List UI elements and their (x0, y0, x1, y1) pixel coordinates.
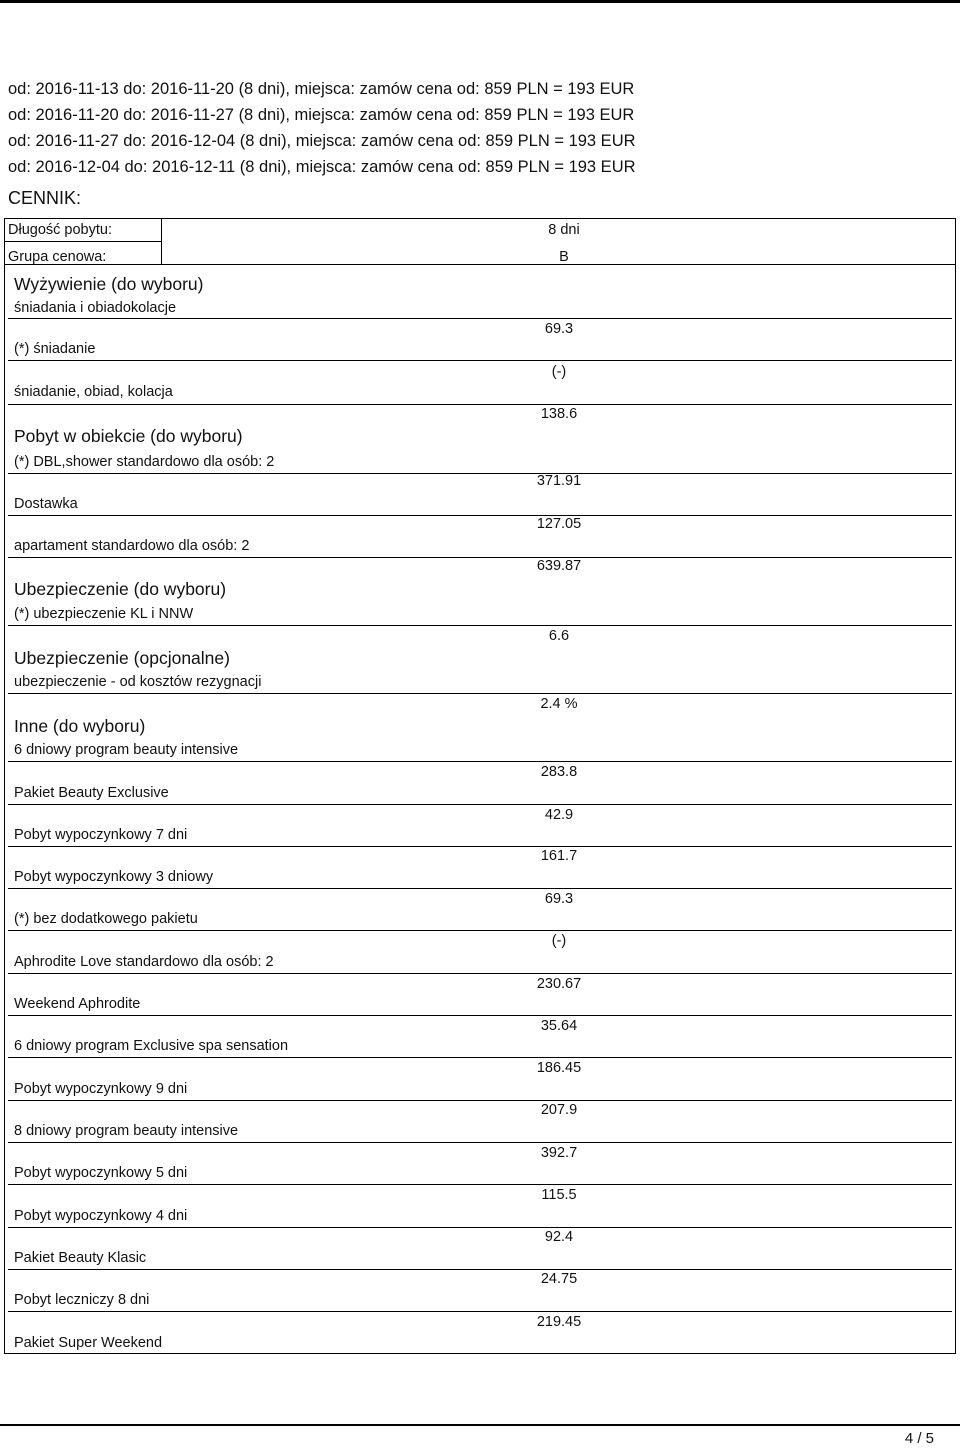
row-divider (8, 1057, 952, 1058)
price-row-label: śniadania i obiadokolacje (14, 300, 177, 316)
price-row-value: 2.4 % (540, 696, 578, 712)
price-row-value: 161.7 (540, 848, 578, 864)
price-row-value: 35.64 (540, 1018, 578, 1034)
price-row-label: (*) ubezpieczenie KL i NNW (14, 606, 194, 622)
date-line: od: 2016-12-04 do: 2016-12-11 (8 dni), miejsca: zamów cena od: 859 PLN = 193 EUR (8, 158, 636, 176)
price-row-value: 69.3 (544, 891, 574, 907)
row-divider (8, 1015, 952, 1016)
row-divider (8, 693, 952, 694)
price-row-label: apartament standardowo dla osób: 2 (14, 538, 250, 554)
date-line: od: 2016-11-20 do: 2016-11-27 (8 dni), miejsca: zamów cena od: 859 PLN = 193 EUR (8, 106, 635, 124)
row-divider (8, 1184, 952, 1185)
row-divider (8, 473, 952, 474)
page-number: 4 / 5 (904, 1430, 934, 1447)
row-divider (8, 1227, 952, 1228)
row-divider (8, 360, 952, 361)
price-row-label: Pobyt wypoczynkowy 7 dni (14, 827, 188, 843)
price-row-label: Pobyt leczniczy 8 dni (14, 1292, 150, 1308)
price-row-label: 6 dniowy program Exclusive spa sensation (14, 1038, 289, 1054)
price-row-value: 207.9 (540, 1102, 578, 1118)
price-row-value: 371.91 (536, 473, 582, 489)
price-row-label: (*) bez dodatkowego pakietu (14, 911, 198, 927)
price-group-value: B (559, 249, 569, 265)
date-line: od: 2016-11-13 do: 2016-11-20 (8 dni), miejsca: zamów cena od: 859 PLN = 193 EUR (8, 80, 635, 98)
row-divider (8, 973, 952, 974)
price-row-value: 392.7 (540, 1145, 578, 1161)
date-line: od: 2016-11-27 do: 2016-12-04 (8 dni), miejsca: zamów cena od: 859 PLN = 193 EUR (8, 132, 636, 150)
price-list-title: CENNIK: (8, 188, 82, 208)
row-divider (8, 404, 952, 405)
price-row-label: ubezpieczenie - od kosztów rezygnacji (14, 674, 262, 690)
section-title: Ubezpieczenie (do wyboru) (14, 579, 227, 599)
row-divider (8, 761, 952, 762)
price-row-label: 6 dniowy program beauty intensive (14, 742, 239, 758)
price-table (4, 218, 956, 1354)
price-row-label: Dostawka (14, 496, 78, 512)
price-row-value: 219.45 (536, 1314, 582, 1330)
stay-length-label: Długość pobytu: (8, 222, 112, 238)
price-row-value: 283.8 (540, 764, 578, 780)
footer-rule (0, 1424, 960, 1426)
price-row-label: Weekend Aphrodite (14, 996, 141, 1012)
row-divider (8, 846, 952, 847)
price-row-value: 24.75 (540, 1271, 578, 1287)
price-row-label: Pakiet Beauty Exclusive (14, 785, 169, 801)
price-row-value: 127.05 (536, 516, 582, 532)
price-row-value: 230.67 (536, 976, 582, 992)
price-row-value: 92.4 (544, 1229, 574, 1245)
price-row-label: (*) śniadanie (14, 341, 96, 357)
price-row-value: 639.87 (536, 558, 582, 574)
price-group-label: Grupa cenowa: (8, 249, 107, 265)
header-divider (161, 218, 162, 265)
row-divider (8, 930, 952, 931)
section-title: Wyżywienie (do wyboru) (14, 274, 204, 294)
price-row-label: Pobyt wypoczynkowy 3 dniowy (14, 869, 214, 885)
price-row-label: Pakiet Beauty Klasic (14, 1250, 147, 1266)
section-title: Ubezpieczenie (opcjonalne) (14, 648, 230, 668)
price-row-value: 69.3 (544, 321, 574, 337)
price-row-value: 186.45 (536, 1060, 582, 1076)
row-divider (8, 318, 952, 319)
price-row-label: Pobyt wypoczynkowy 9 dni (14, 1081, 188, 1097)
row-divider (8, 625, 952, 626)
price-row-value: 42.9 (544, 807, 574, 823)
date-list (8, 76, 948, 180)
stay-length-value: 8 dni (548, 222, 580, 238)
price-row-label: Aphrodite Love standardowo dla osób: 2 (14, 954, 274, 970)
price-row-label: Pobyt wypoczynkowy 5 dni (14, 1165, 188, 1181)
row-divider (8, 515, 952, 516)
header-rule (4, 241, 161, 242)
price-row-value: 115.5 (541, 1187, 577, 1203)
section-title: Pobyt w obiekcie (do wyboru) (14, 426, 243, 446)
section-title: Inne (do wyboru) (14, 716, 146, 736)
header-rule (4, 264, 956, 265)
row-divider (8, 888, 952, 889)
row-divider (8, 1311, 952, 1312)
row-divider (8, 557, 952, 558)
price-row-label: Pakiet Super Weekend (14, 1335, 163, 1351)
row-divider (8, 804, 952, 805)
price-row-value: 6.6 (548, 628, 570, 644)
price-row-value: (-) (551, 364, 567, 380)
row-divider (8, 1100, 952, 1101)
price-row-value: (-) (551, 933, 567, 949)
price-row-label: 8 dniowy program beauty intensive (14, 1123, 239, 1139)
row-divider (8, 1269, 952, 1270)
price-row-label: Pobyt wypoczynkowy 4 dni (14, 1208, 188, 1224)
top-border (0, 0, 960, 3)
price-row-label: śniadanie, obiad, kolacja (14, 384, 173, 400)
price-row-label: (*) DBL,shower standardowo dla osób: 2 (14, 454, 275, 470)
price-row-value: 138.6 (540, 406, 578, 422)
row-divider (8, 1142, 952, 1143)
